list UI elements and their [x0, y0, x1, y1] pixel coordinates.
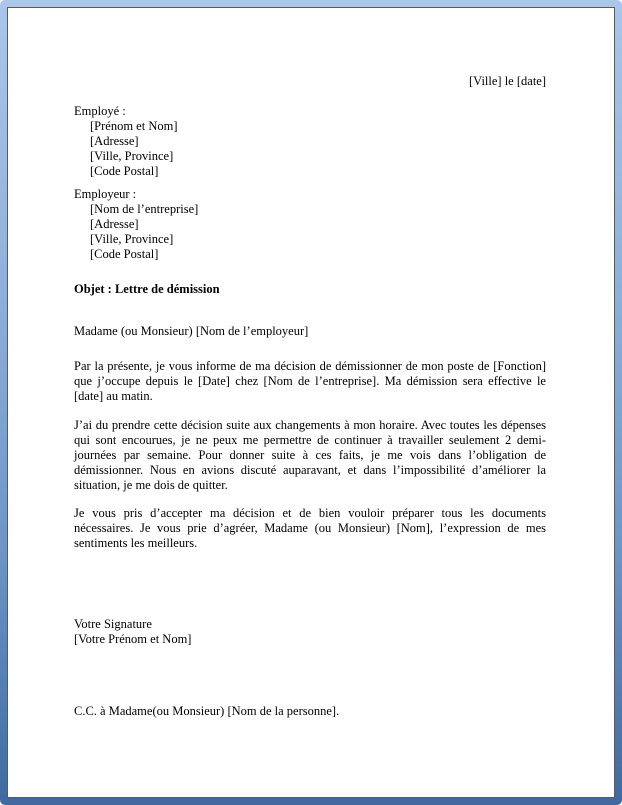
body-paragraph-3: Je vous pris d’accepter ma décision et de bien vouloir préparer tous les documents nécessaires. Je vous prie d’agréer, Madame (ou Monsieur) [Nom], l’expression de mes sentiments les meilleurs.	[74, 506, 546, 550]
cc-line: C.C. à Madame(ou Monsieur) [Nom de la personne].	[74, 704, 340, 718]
letter-page	[7, 7, 615, 798]
subject-line: Objet : Lettre de démission	[74, 282, 220, 296]
body-paragraph-1: Par la présente, je vous informe de ma décision de démissionner de mon poste de [Fonction] que j’occupe depuis le [Date] chez [Nom de l’entreprise]. Ma démission sera effective le [date] au matin.	[74, 359, 546, 403]
employer-company-line: [Nom de l’entreprise]	[90, 202, 199, 216]
body-paragraph-2: J’ai du prendre cette décision suite aux changements à mon horaire. Avec toutes les dépenses qui sont encourues, je ne peux me permettre de continuer à travailler seulement 2 demi-journées par semaine. Pour donner suite à ces faits, je me vois dans l’obligation de démissionner. Nous en avions discuté auparavant, et dans l’impossibilité d’améliorer la situation, je me dois de quitter.	[74, 418, 546, 492]
employer-address-block	[74, 187, 546, 262]
employee-label: Employé :	[74, 104, 126, 118]
employee-postal-line: [Code Postal]	[90, 164, 159, 178]
employee-address-block	[74, 104, 546, 179]
employer-city-line: [Ville, Province]	[90, 232, 174, 246]
employee-name-line: [Prénom et Nom]	[90, 119, 178, 133]
employee-lines	[74, 119, 546, 179]
date-line: [Ville] le [date]	[469, 74, 546, 88]
employee-street-line: [Adresse]	[90, 134, 139, 148]
employer-label: Employeur :	[74, 187, 137, 201]
signature-line: Votre Signature	[74, 617, 152, 631]
signature-block	[74, 617, 546, 647]
employer-lines	[74, 202, 546, 262]
salutation-line: Madame (ou Monsieur) [Nom de l’employeur]	[74, 324, 309, 338]
employer-postal-line: [Code Postal]	[90, 247, 159, 261]
employee-city-line: [Ville, Province]	[90, 149, 174, 163]
signature-name-line: [Votre Prénom et Nom]	[74, 632, 192, 646]
employer-street-line: [Adresse]	[90, 217, 139, 231]
